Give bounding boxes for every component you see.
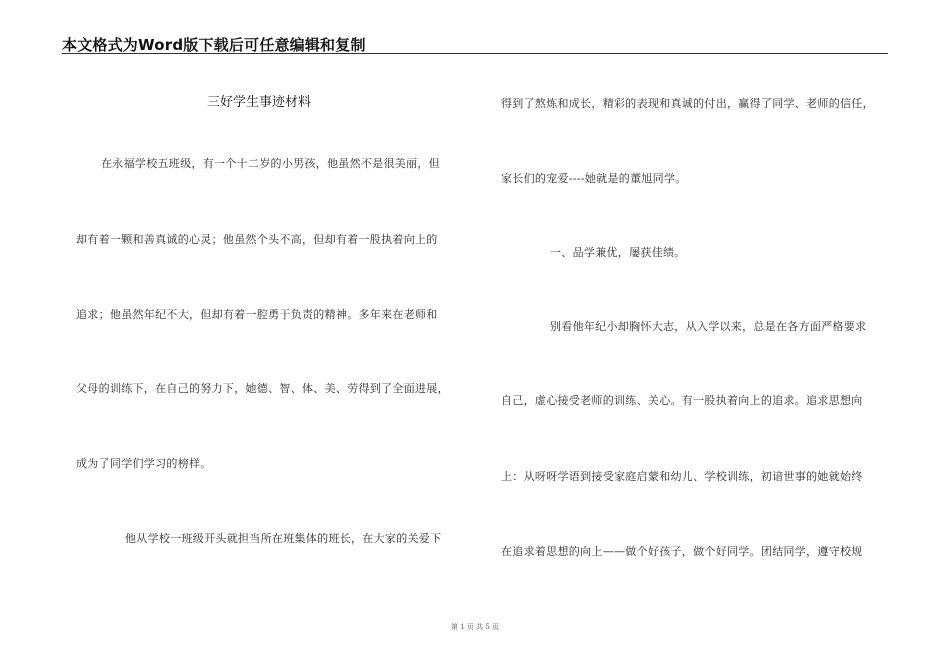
left-paragraph-line: 他从学校一班级开头就担当所在班集体的班长，在大家的关爱下 bbox=[125, 532, 442, 545]
left-paragraph-line: 在永福学校五班级，有一个十二岁的小男孩，他虽然不是很美丽，但 bbox=[101, 157, 440, 170]
header-divider bbox=[62, 53, 888, 54]
document-title: 三好学生事迹材料 bbox=[207, 95, 312, 110]
left-paragraph-line: 追求；他虽然年纪不大，但却有着一腔勇于负责的精神。多年来在老师和 bbox=[76, 308, 438, 321]
right-paragraph-line: 自己，虚心接受老师的训练、关心。有一股执着向上的追求。追求思想向 bbox=[501, 394, 863, 407]
right-paragraph-line: 家长们的宠爱----她就是的董旭同学。 bbox=[501, 172, 687, 185]
right-paragraph-line: 得到了熬炼和成长，精彩的表现和真诚的付出，赢得了同学、老师的信任， bbox=[501, 97, 874, 110]
document-header: 本文格式为Word版下载后可任意编辑和复制 bbox=[62, 36, 366, 54]
right-paragraph-line: 别看他年纪小却胸怀大志，从入学以来，总是在各方面严格要求 bbox=[550, 320, 867, 333]
right-paragraph-line: 上：从呀呀学语到接受家庭启蒙和幼儿、学校训练，初谙世事的她就始终 bbox=[501, 470, 863, 483]
section-heading: 一、品学兼优，屡获佳绩。 bbox=[550, 246, 686, 259]
left-paragraph-line: 父母的训练下，在自己的努力下，她德、智、体、美、劳得到了全面进展， bbox=[76, 382, 449, 395]
right-paragraph-line: 在追求着思想的向上——做个好孩子，做个好同学。团结同学，遵守校规 bbox=[501, 545, 863, 558]
page-number: 第 1 页 共 5 页 bbox=[450, 623, 500, 631]
left-paragraph-line: 却有着一颗和善真诚的心灵；他虽然个头不高，但却有着一股执着向上的 bbox=[76, 233, 438, 246]
left-paragraph-line: 成为了同学们学习的榜样。 bbox=[76, 457, 212, 470]
